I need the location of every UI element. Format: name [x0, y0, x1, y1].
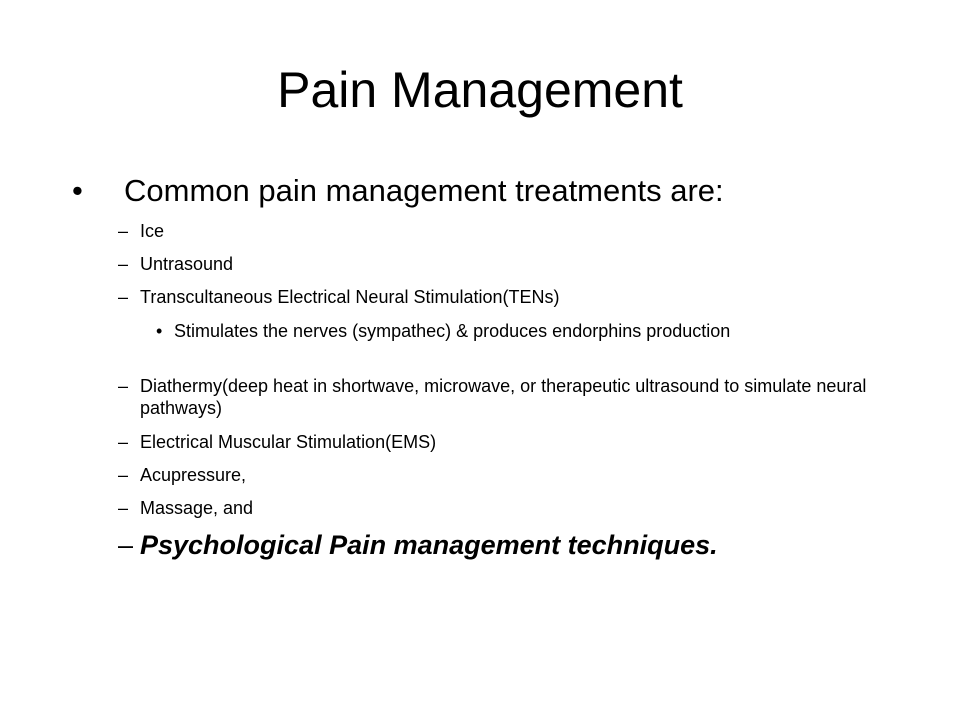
bullet-main-point — [72, 172, 932, 210]
list-item-text: Transcultaneous Electrical Neural Stimulation(TENs) — [140, 287, 560, 307]
list-item-massage — [118, 497, 918, 519]
list-item-text: Electrical Muscular Stimulation(EMS) — [140, 432, 437, 452]
dash-marker: – — [118, 498, 129, 518]
sub-item-text: Stimulates the nerves (sympathec) & produces endorphins production — [174, 321, 731, 341]
dash-marker: – — [118, 221, 129, 241]
dash-marker: – — [118, 376, 129, 396]
list-item-text: Acupressure, — [140, 465, 247, 485]
list-item-diathermy — [118, 375, 918, 419]
dash-marker: – — [118, 465, 129, 485]
list-item-tens — [118, 286, 918, 308]
list-item-text: Untrasound — [140, 254, 234, 274]
dash-marker: – — [118, 432, 129, 452]
slide-title: Pain Management — [277, 62, 683, 118]
bullet-marker: • — [72, 173, 83, 208]
dash-marker: – — [118, 530, 134, 560]
list-item-ice — [118, 220, 918, 242]
list-item-ems — [118, 431, 918, 453]
list-item-text: Psychological Pain management techniques. — [140, 530, 718, 560]
list-item-text: Massage, and — [140, 498, 254, 518]
list-item-text: Ice — [140, 221, 165, 241]
dash-marker: – — [118, 254, 129, 274]
list-item-acupressure — [118, 464, 918, 486]
list-item-psychological — [118, 528, 938, 562]
list-item-text: Diathermy(deep heat in shortwave, microwave, or therapeutic ultrasound to simulate neural pathways) — [140, 376, 867, 418]
bullet-marker: • — [156, 321, 163, 341]
list-item-untrasound — [118, 253, 918, 275]
dash-marker: – — [118, 287, 129, 307]
sub-item-tens — [156, 320, 816, 342]
main-point-text: Common pain management treatments are: — [124, 173, 724, 208]
